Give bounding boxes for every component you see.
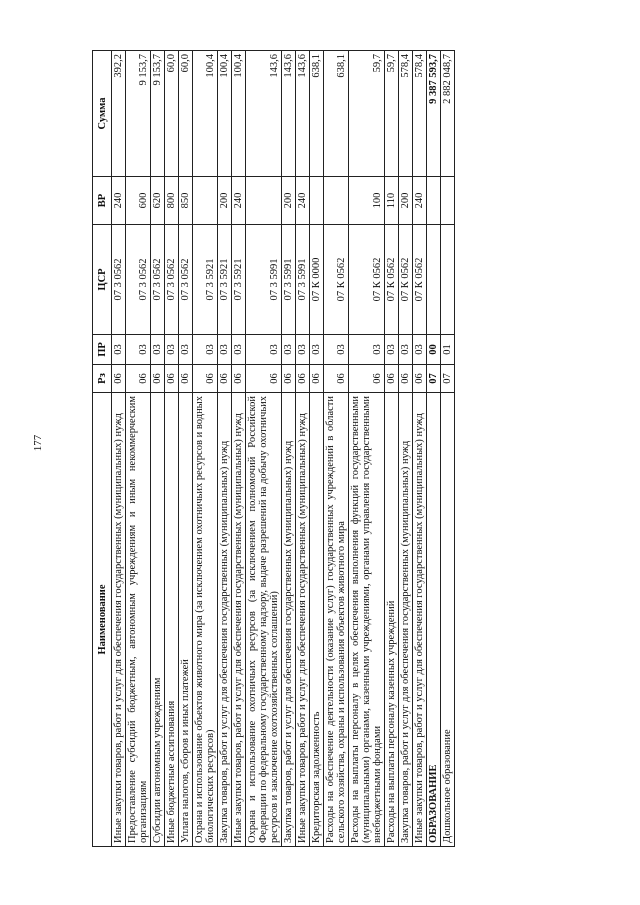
cell-vr: 110 — [385, 177, 399, 225]
cell-rz: 06 — [179, 365, 193, 393]
cell-vr: 100 — [349, 177, 385, 225]
cell-vr: 200 — [218, 177, 232, 225]
cell-vr — [427, 177, 441, 225]
cell-sum: 638,1 — [324, 51, 349, 177]
header-rz: Рз — [93, 365, 112, 393]
cell-pr: 03 — [246, 335, 282, 365]
cell-csr: 07 3 0562 — [112, 225, 126, 335]
cell-vr — [324, 177, 349, 225]
cell-csr: 07 К 0562 — [399, 225, 413, 335]
table-row — [399, 51, 413, 847]
cell-name: Предоставление субсидий бюджетным, автономным учреждениям и иным некоммерческим организациям — [126, 393, 151, 847]
cell-csr — [441, 225, 455, 335]
cell-csr: 07 К 0562 — [385, 225, 399, 335]
cell-pr: 03 — [179, 335, 193, 365]
cell-rz: 06 — [399, 365, 413, 393]
cell-vr — [246, 177, 282, 225]
cell-pr: 03 — [282, 335, 296, 365]
table-row — [413, 51, 427, 847]
cell-pr: 03 — [112, 335, 126, 365]
cell-vr: 240 — [413, 177, 427, 225]
cell-vr: 800 — [165, 177, 179, 225]
cell-csr — [427, 225, 441, 335]
cell-csr: 07 К 0562 — [349, 225, 385, 335]
cell-csr: 07 К 0562 — [413, 225, 427, 335]
cell-vr: 240 — [296, 177, 310, 225]
header-csr: ЦСР — [93, 225, 112, 335]
table-row — [112, 51, 126, 847]
cell-vr: 240 — [112, 177, 126, 225]
cell-name: Охрана и использование объектов животного мира (за исключением охотничьих ресурсов и водных биологических ресурсов) — [193, 393, 218, 847]
cell-sum: 143,6 — [282, 51, 296, 177]
cell-name: Расходы на обеспечение деятельности (оказание услуг) государственных учреждений в области сельского хозяйства, охраны и использования объектов животного мира — [324, 393, 349, 847]
table-row — [427, 51, 441, 847]
header-pr: ПР — [93, 335, 112, 365]
cell-name: Закупка товаров, работ и услуг для обеспечения государственных (муниципальных) нужд — [399, 393, 413, 847]
cell-pr: 03 — [126, 335, 151, 365]
cell-name: Закупка товаров, работ и услуг для обеспечения государственных (муниципальных) нужд — [218, 393, 232, 847]
cell-name: Иные бюджетные ассигнования — [165, 393, 179, 847]
cell-sum: 60,0 — [165, 51, 179, 177]
cell-rz: 06 — [218, 365, 232, 393]
cell-sum: 9 153,7 — [151, 51, 165, 177]
cell-sum: 578,4 — [413, 51, 427, 177]
cell-name: Охрана и использование охотничьих ресурсов (за исключением полномочий Российской Федерации по федеральному государственному надзору, выдаче разрешений на добычу охотничьих ресурсов и заключение охотхозяйственных соглашений) — [246, 393, 282, 847]
cell-rz: 06 — [413, 365, 427, 393]
table-row — [385, 51, 399, 847]
cell-rz: 06 — [232, 365, 246, 393]
cell-rz: 06 — [385, 365, 399, 393]
cell-csr: 07 3 5921 — [218, 225, 232, 335]
cell-rz: 06 — [112, 365, 126, 393]
cell-name: Иные закупки товаров, работ и услуг для обеспечения государственных (муниципальных) нужд — [232, 393, 246, 847]
cell-name: Субсидии автономным учреждениям — [151, 393, 165, 847]
header-name: Наименование — [93, 393, 112, 847]
table-row — [179, 51, 193, 847]
cell-pr: 03 — [413, 335, 427, 365]
budget-table — [92, 50, 455, 847]
cell-rz: 07 — [441, 365, 455, 393]
table-body — [112, 51, 455, 847]
cell-csr: 07 3 0562 — [179, 225, 193, 335]
table-row — [282, 51, 296, 847]
cell-csr: 07 3 5991 — [282, 225, 296, 335]
cell-sum: 60,0 — [179, 51, 193, 177]
cell-pr: 03 — [165, 335, 179, 365]
cell-vr — [193, 177, 218, 225]
cell-sum: 392,2 — [112, 51, 126, 177]
cell-pr: 01 — [441, 335, 455, 365]
header-vr: ВР — [93, 177, 112, 225]
cell-rz: 06 — [349, 365, 385, 393]
cell-vr: 240 — [232, 177, 246, 225]
cell-pr: 03 — [193, 335, 218, 365]
cell-sum: 578,4 — [399, 51, 413, 177]
cell-csr: 07 К 0000 — [310, 225, 324, 335]
cell-sum: 9 153,7 — [126, 51, 151, 177]
cell-rz: 06 — [126, 365, 151, 393]
table-row — [232, 51, 246, 847]
cell-pr: 03 — [310, 335, 324, 365]
cell-sum: 100,4 — [218, 51, 232, 177]
cell-sum: 59,7 — [385, 51, 399, 177]
cell-rz: 06 — [246, 365, 282, 393]
cell-csr: 07 3 0562 — [126, 225, 151, 335]
cell-rz: 06 — [193, 365, 218, 393]
cell-csr: 07 3 5991 — [296, 225, 310, 335]
cell-rz: 06 — [296, 365, 310, 393]
table-header-row — [93, 51, 112, 847]
cell-pr: 03 — [399, 335, 413, 365]
cell-pr: 03 — [349, 335, 385, 365]
page-number: 177 — [32, 434, 44, 452]
table-row — [324, 51, 349, 847]
cell-pr: 03 — [324, 335, 349, 365]
table-row — [349, 51, 385, 847]
table-row — [165, 51, 179, 847]
cell-rz: 06 — [165, 365, 179, 393]
table-row — [296, 51, 310, 847]
rotated-table-container — [92, 51, 548, 847]
cell-name: Иные закупки товаров, работ и услуг для обеспечения государственных (муниципальных) нужд — [413, 393, 427, 847]
cell-vr: 600 — [126, 177, 151, 225]
cell-rz: 06 — [282, 365, 296, 393]
cell-name: Кредиторская задолженность — [310, 393, 324, 847]
cell-name: Иные закупки товаров, работ и услуг для обеспечения государственных (муниципальных) нужд — [296, 393, 310, 847]
cell-rz: 06 — [151, 365, 165, 393]
cell-vr: 620 — [151, 177, 165, 225]
cell-pr: 03 — [385, 335, 399, 365]
cell-pr: 03 — [151, 335, 165, 365]
cell-name: Дошкольное образование — [441, 393, 455, 847]
cell-vr: 200 — [399, 177, 413, 225]
table-row — [218, 51, 232, 847]
header-sum: Сумма — [93, 51, 112, 177]
cell-csr: 07 3 5991 — [246, 225, 282, 335]
cell-sum: 9 387 593,7 — [427, 51, 441, 177]
cell-sum: 143,6 — [296, 51, 310, 177]
cell-pr: 03 — [232, 335, 246, 365]
cell-name: Закупка товаров, работ и услуг для обеспечения государственных (муниципальных) нужд — [282, 393, 296, 847]
table-row — [246, 51, 282, 847]
cell-csr: 07 К 0562 — [324, 225, 349, 335]
cell-vr — [310, 177, 324, 225]
cell-sum: 638,1 — [310, 51, 324, 177]
cell-rz: 07 — [427, 365, 441, 393]
cell-pr: 03 — [296, 335, 310, 365]
cell-pr: 03 — [218, 335, 232, 365]
table-row — [151, 51, 165, 847]
cell-sum: 143,6 — [246, 51, 282, 177]
cell-csr: 07 3 0562 — [165, 225, 179, 335]
cell-csr: 07 3 5921 — [193, 225, 218, 335]
cell-sum: 59,7 — [349, 51, 385, 177]
cell-sum: 100,4 — [193, 51, 218, 177]
cell-vr: 850 — [179, 177, 193, 225]
table-row — [193, 51, 218, 847]
table-row — [310, 51, 324, 847]
cell-name: Иные закупки товаров, работ и услуг для обеспечения государственных (муниципальных) нужд — [112, 393, 126, 847]
cell-name: Уплата налогов, сборов и иных платежей — [179, 393, 193, 847]
cell-sum: 100,4 — [232, 51, 246, 177]
table-row — [441, 51, 455, 847]
cell-csr: 07 3 0562 — [151, 225, 165, 335]
cell-name: Расходы на выплаты персоналу казенных учреждений — [385, 393, 399, 847]
cell-pr: 00 — [427, 335, 441, 365]
cell-vr: 200 — [282, 177, 296, 225]
cell-name: ОБРАЗОВАНИЕ — [427, 393, 441, 847]
cell-sum: 2 882 048,7 — [441, 51, 455, 177]
cell-csr: 07 3 5921 — [232, 225, 246, 335]
cell-rz: 06 — [324, 365, 349, 393]
cell-name: Расходы на выплаты персоналу в целях обеспечения выполнения функций государственными (муниципальными) органами, казенными учреждениями, органами управления государственными внебюджетными фондами — [349, 393, 385, 847]
table-row — [126, 51, 151, 847]
cell-rz: 06 — [310, 365, 324, 393]
cell-vr — [441, 177, 455, 225]
